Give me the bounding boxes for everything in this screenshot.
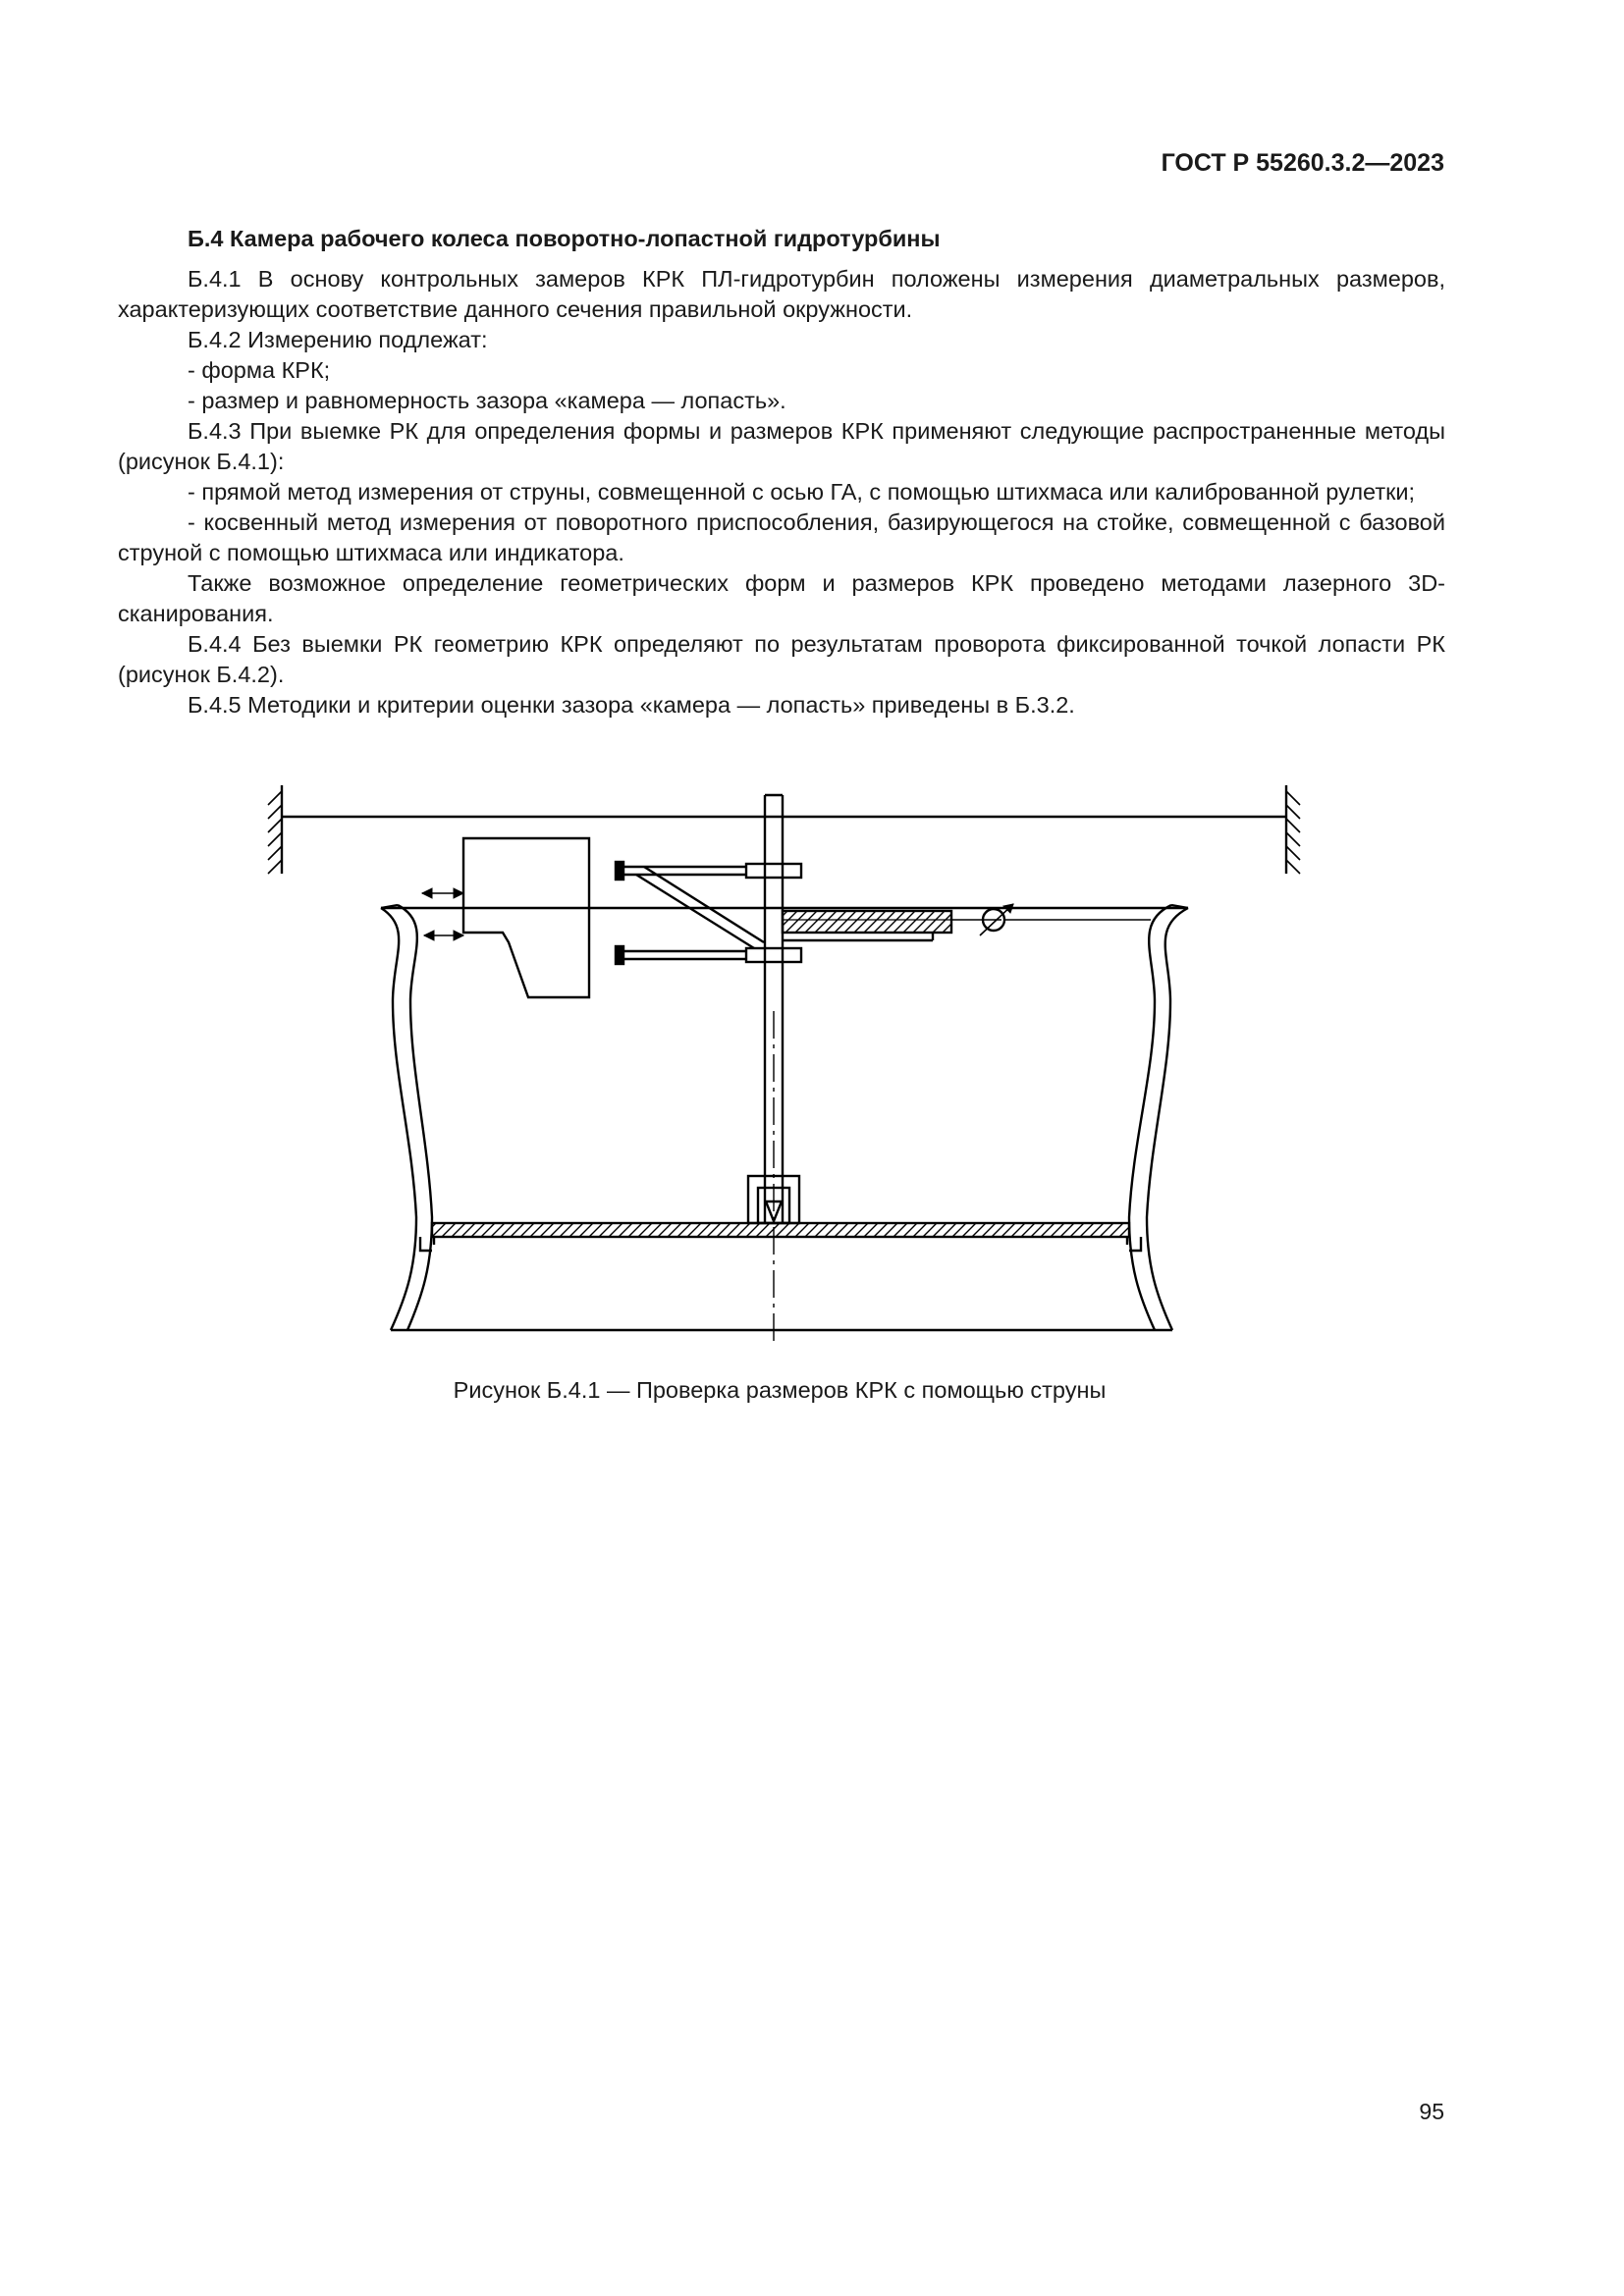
paragraph-b44: Б.4.4 Без выемки РК геометрию КРК определяют по результатам проворота фиксированной точкой лопасти РК (рисунок Б.4.2).: [118, 631, 1445, 687]
telescopic-arm: [783, 911, 1001, 940]
paragraph-b43: Б.4.3 При выемке РК для определения формы и размеров КРК применяют следующие распространенные методы (рисунок Б.4.1):: [118, 418, 1445, 474]
main-text: [118, 224, 1445, 721]
paragraph-b42: Б.4.2 Измерению подлежат:: [188, 327, 488, 352]
figure-caption: Рисунок Б.4.1 — Проверка размеров КРК с помощью струны: [453, 1377, 1107, 1403]
list-item-direct-method: - прямой метод измерения от струны, совмещенной с осью ГА, с помощью штихмаса или калиброванной рулетки;: [188, 479, 1416, 505]
paragraph-b45: Б.4.5 Методики и критерии оценки зазора «камера — лопасть» приведены в Б.3.2.: [188, 692, 1075, 718]
lower-clamp: [746, 948, 801, 962]
blade-template: [463, 838, 589, 997]
list-item-indirect-method: - косвенный метод измерения от поворотного приспособления, базирующегося на стойке, совмещенной с базовой струной с помощью штихмаса или индикатора.: [118, 509, 1445, 565]
chamber-wall-right: [1129, 905, 1188, 1330]
chamber-wall-left: [381, 905, 432, 1330]
measuring-frame: [616, 862, 764, 964]
base-string: [268, 785, 1300, 874]
list-item-gap: - размер и равномерность зазора «камера — лопасть».: [188, 388, 786, 413]
list-item-shape: - форма КРК;: [188, 357, 331, 383]
platform: [432, 1223, 1129, 1237]
upper-clamp: [746, 864, 801, 878]
measurement-arrows: [422, 888, 463, 940]
section-title: Б.4 Камера рабочего колеса поворотно-лопастной гидротурбины: [188, 226, 941, 251]
page-number: 95: [1419, 2099, 1444, 2124]
paragraph-laser-scan: Также возможное определение геометрических форм и размеров КРК проведено методами лазерного 3D-сканирования.: [118, 570, 1445, 626]
document-code: ГОСТ Р 55260.3.2—2023: [1161, 149, 1444, 177]
paragraph-b41: Б.4.1 В основу контрольных замеров КРК ПЛ-гидротурбин положены измерения диаметральных размеров, характеризующих соответствие данного сечения правильной окружности.: [118, 266, 1445, 322]
figure-b41-drawing: [245, 766, 1306, 1345]
